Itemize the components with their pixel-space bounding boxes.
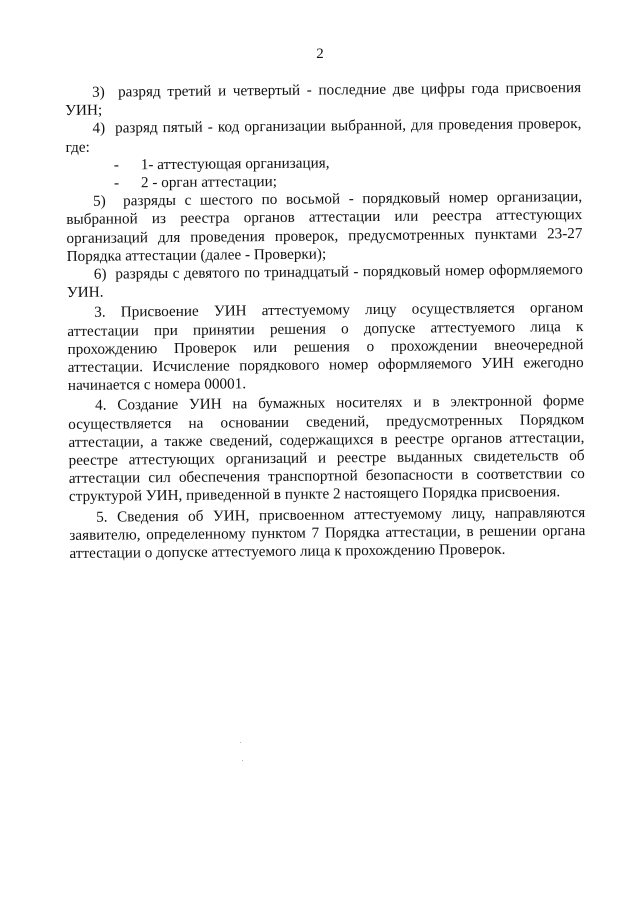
paragraph-5: 5. Сведения об УИН, присвоенном аттестуемому лицу, направляются заявителю, определенному пунктом 7 Порядка аттестации, в решении органа аттестации о допуске аттестуемого лица к прохождению Проверок. xyxy=(69,503,586,563)
sub-item-1-text: 1- аттестующая организация, xyxy=(140,154,330,174)
paragraph-4: 4. Создание УИН на бумажных носителях и в электронной форме осуществляется на основании сведений, предусмотренных Порядком аттестации, а также сведений, содержащихся в реестре органов аттестации, реестре аттестующих организаций и реестре выданных свидетельств об аттестации сил обеспечения транспортной безопасности в соответствии со структурой УИН, приведенной в пункте 2 настоящего Порядка присвоения. xyxy=(68,392,585,506)
scan-speck xyxy=(242,760,243,761)
list-item-3: 3) разряд третий и четвертый - последние две цифры года присвоения УИН; xyxy=(65,79,582,120)
sub-item-2-text: 2 - орган аттестации; xyxy=(140,172,278,192)
list-item-4: 4) разряд пятый - код организации выбранной, для проведения проверок, где: xyxy=(65,115,582,156)
document-body xyxy=(65,79,586,563)
list-item-5: 5) разряды с шестого по восьмой - порядковый номер организации, выбранной из реестра органов аттестации или реестра аттестующих организаций для проведения проверок, предусмотренных пунктами 23-27 Порядка аттестации (далее - Проверки); xyxy=(66,188,583,265)
paragraph-3: 3. Присвоение УИН аттестуемому лицу осуществляется органом аттестации при принятии решения о допуске аттестуемого лица к прохождению Проверок или решения о прохождении внеочередной аттестации. Исчисление порядкового номер оформляемого УИН ежегодно начинается с номера 00001. xyxy=(67,299,584,395)
dash-marker: - xyxy=(113,174,120,192)
page-number: 2 xyxy=(316,46,324,62)
list-item-6: 6) разряды с девятого по тринадцатый - порядковый номер оформляемого УИН. xyxy=(66,261,583,302)
dash-marker: - xyxy=(113,156,119,174)
scan-speck xyxy=(240,742,241,743)
